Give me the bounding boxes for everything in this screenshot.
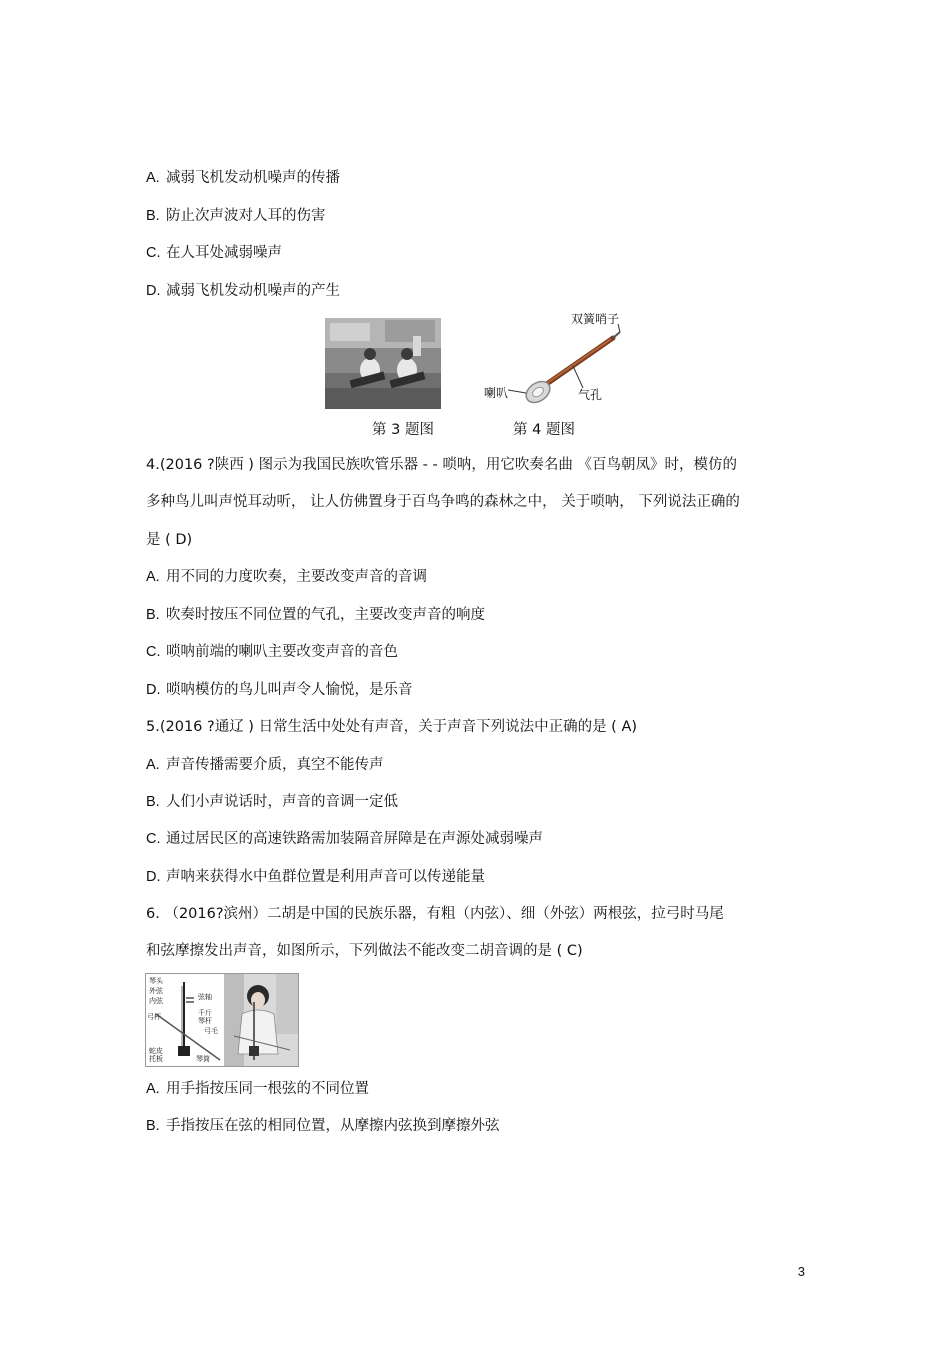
q4-stem-line-1: 4.(2016 ?陕西 ) 图示为我国民族吹管乐器 - - 唢呐，用它吹奏名曲 《百鸟朝凤》时，模仿的: [146, 457, 737, 473]
option-letter: B.: [146, 1118, 160, 1134]
option-letter: B.: [146, 208, 160, 224]
q5-option-b: [146, 792, 398, 812]
figure-3-photo: [325, 318, 441, 409]
q5-option-a: [146, 755, 384, 775]
q4-option-d: [146, 680, 413, 700]
q3-option-d: [146, 281, 340, 301]
q3-option-c: [146, 243, 282, 263]
option-letter: C.: [146, 245, 161, 261]
suona-label-bell: 喇叭: [484, 386, 509, 400]
option-text: 声音传播需要介质，真空不能传声: [166, 757, 384, 773]
option-text: 用手指按压同一根弦的不同位置: [166, 1081, 369, 1097]
suona-label-hole: 气孔: [578, 388, 603, 402]
erhu-label-skin: 蛇皮: [149, 1047, 163, 1055]
q3-option-b: [146, 206, 326, 226]
q3-option-a: [146, 168, 340, 188]
q4-stem-line-3: 是 ( D): [146, 532, 193, 548]
option-text: 人们小声说话时，声音的音调一定低: [166, 794, 398, 810]
erhu-label-base: 托板: [149, 1055, 163, 1063]
option-letter: A.: [146, 1081, 160, 1097]
q6-stem-line-2: 和弦摩擦发出声音，如图所示，下列做法不能改变二胡音调的是 ( C): [146, 943, 583, 959]
figure-6-erhu: [145, 973, 299, 1067]
option-text: 唢呐前端的喇叭主要改变声音的音色: [166, 644, 398, 660]
erhu-label-peg: 弦轴: [198, 993, 212, 1001]
q4-option-c: [146, 642, 398, 662]
option-text: 防止次声波对人耳的伤害: [166, 208, 326, 224]
option-letter: A.: [146, 170, 160, 186]
suona-label-reed: 双簧哨子: [571, 312, 620, 326]
erhu-label-bow: 弓杆: [147, 1013, 161, 1021]
option-text: 通过居民区的高速铁路需加装隔音屏障是在声源处减弱噪声: [166, 831, 543, 847]
erhu-label-bow-hair: 弓毛: [204, 1027, 218, 1035]
erhu-player-photo: [224, 974, 298, 1066]
q4-stem-line-2: 多种鸟儿叫声悦耳动听， 让人仿佛置身于百鸟争鸣的森林之中， 关于唢呐， 下列说法正确的: [146, 494, 740, 510]
page-number: 3: [797, 1264, 805, 1279]
option-text: 手指按压在弦的相同位置，从摩擦内弦换到摩擦外弦: [166, 1118, 500, 1134]
q6-option-b: [146, 1116, 500, 1136]
q4-option-b: [146, 605, 485, 625]
option-text: 减弱飞机发动机噪声的产生: [166, 283, 340, 299]
option-letter: D.: [146, 869, 161, 885]
erhu-label-neck: 琴杆: [198, 1017, 212, 1025]
option-text: 唢呐模仿的鸟儿叫声令人愉悦，是乐音: [166, 682, 413, 698]
option-letter: D.: [146, 682, 161, 698]
q4-option-a: [146, 567, 427, 587]
erhu-label-sound-box: 琴筒: [196, 1055, 210, 1063]
erhu-label-inner-string: 内弦: [149, 997, 163, 1005]
q6-option-a: [146, 1079, 369, 1099]
q5-stem-line-1: 5.(2016 ?通辽 ) 日常生活中处处有声音，关于声音下列说法中正确的是 ( A): [146, 719, 638, 735]
option-letter: D.: [146, 283, 161, 299]
figure-4-caption: 第 4 题图: [513, 422, 575, 438]
q6-stem-line-1: 6. （2016?滨州）二胡是中国的民族乐器，有粗（内弦）、细（外弦）两根弦，拉弓时马尾: [146, 906, 724, 922]
ground-crew-photo: [325, 318, 441, 409]
option-letter: B.: [146, 607, 160, 623]
option-letter: C.: [146, 831, 161, 847]
option-letter: B.: [146, 794, 160, 810]
q5-option-c: [146, 829, 543, 849]
erhu-label-outer-string: 外弦: [149, 987, 163, 995]
q5-option-d: [146, 867, 485, 887]
figure-3-caption: 第 3 题图: [372, 422, 434, 438]
option-text: 减弱飞机发动机噪声的传播: [166, 170, 340, 186]
option-text: 吹奏时按压不同位置的气孔，主要改变声音的响度: [166, 607, 485, 623]
option-text: 在人耳处减弱噪声: [166, 245, 282, 261]
option-letter: C.: [146, 644, 161, 660]
erhu-label-head: 琴头: [149, 977, 163, 985]
option-text: 用不同的力度吹奏，主要改变声音的音调: [166, 569, 427, 585]
erhu-label-qianjin: 千斤: [198, 1009, 212, 1017]
option-text: 声呐来获得水中鱼群位置是利用声音可以传递能量: [166, 869, 485, 885]
option-letter: A.: [146, 569, 160, 585]
figure-4-suona: [478, 310, 638, 412]
option-letter: A.: [146, 757, 160, 773]
